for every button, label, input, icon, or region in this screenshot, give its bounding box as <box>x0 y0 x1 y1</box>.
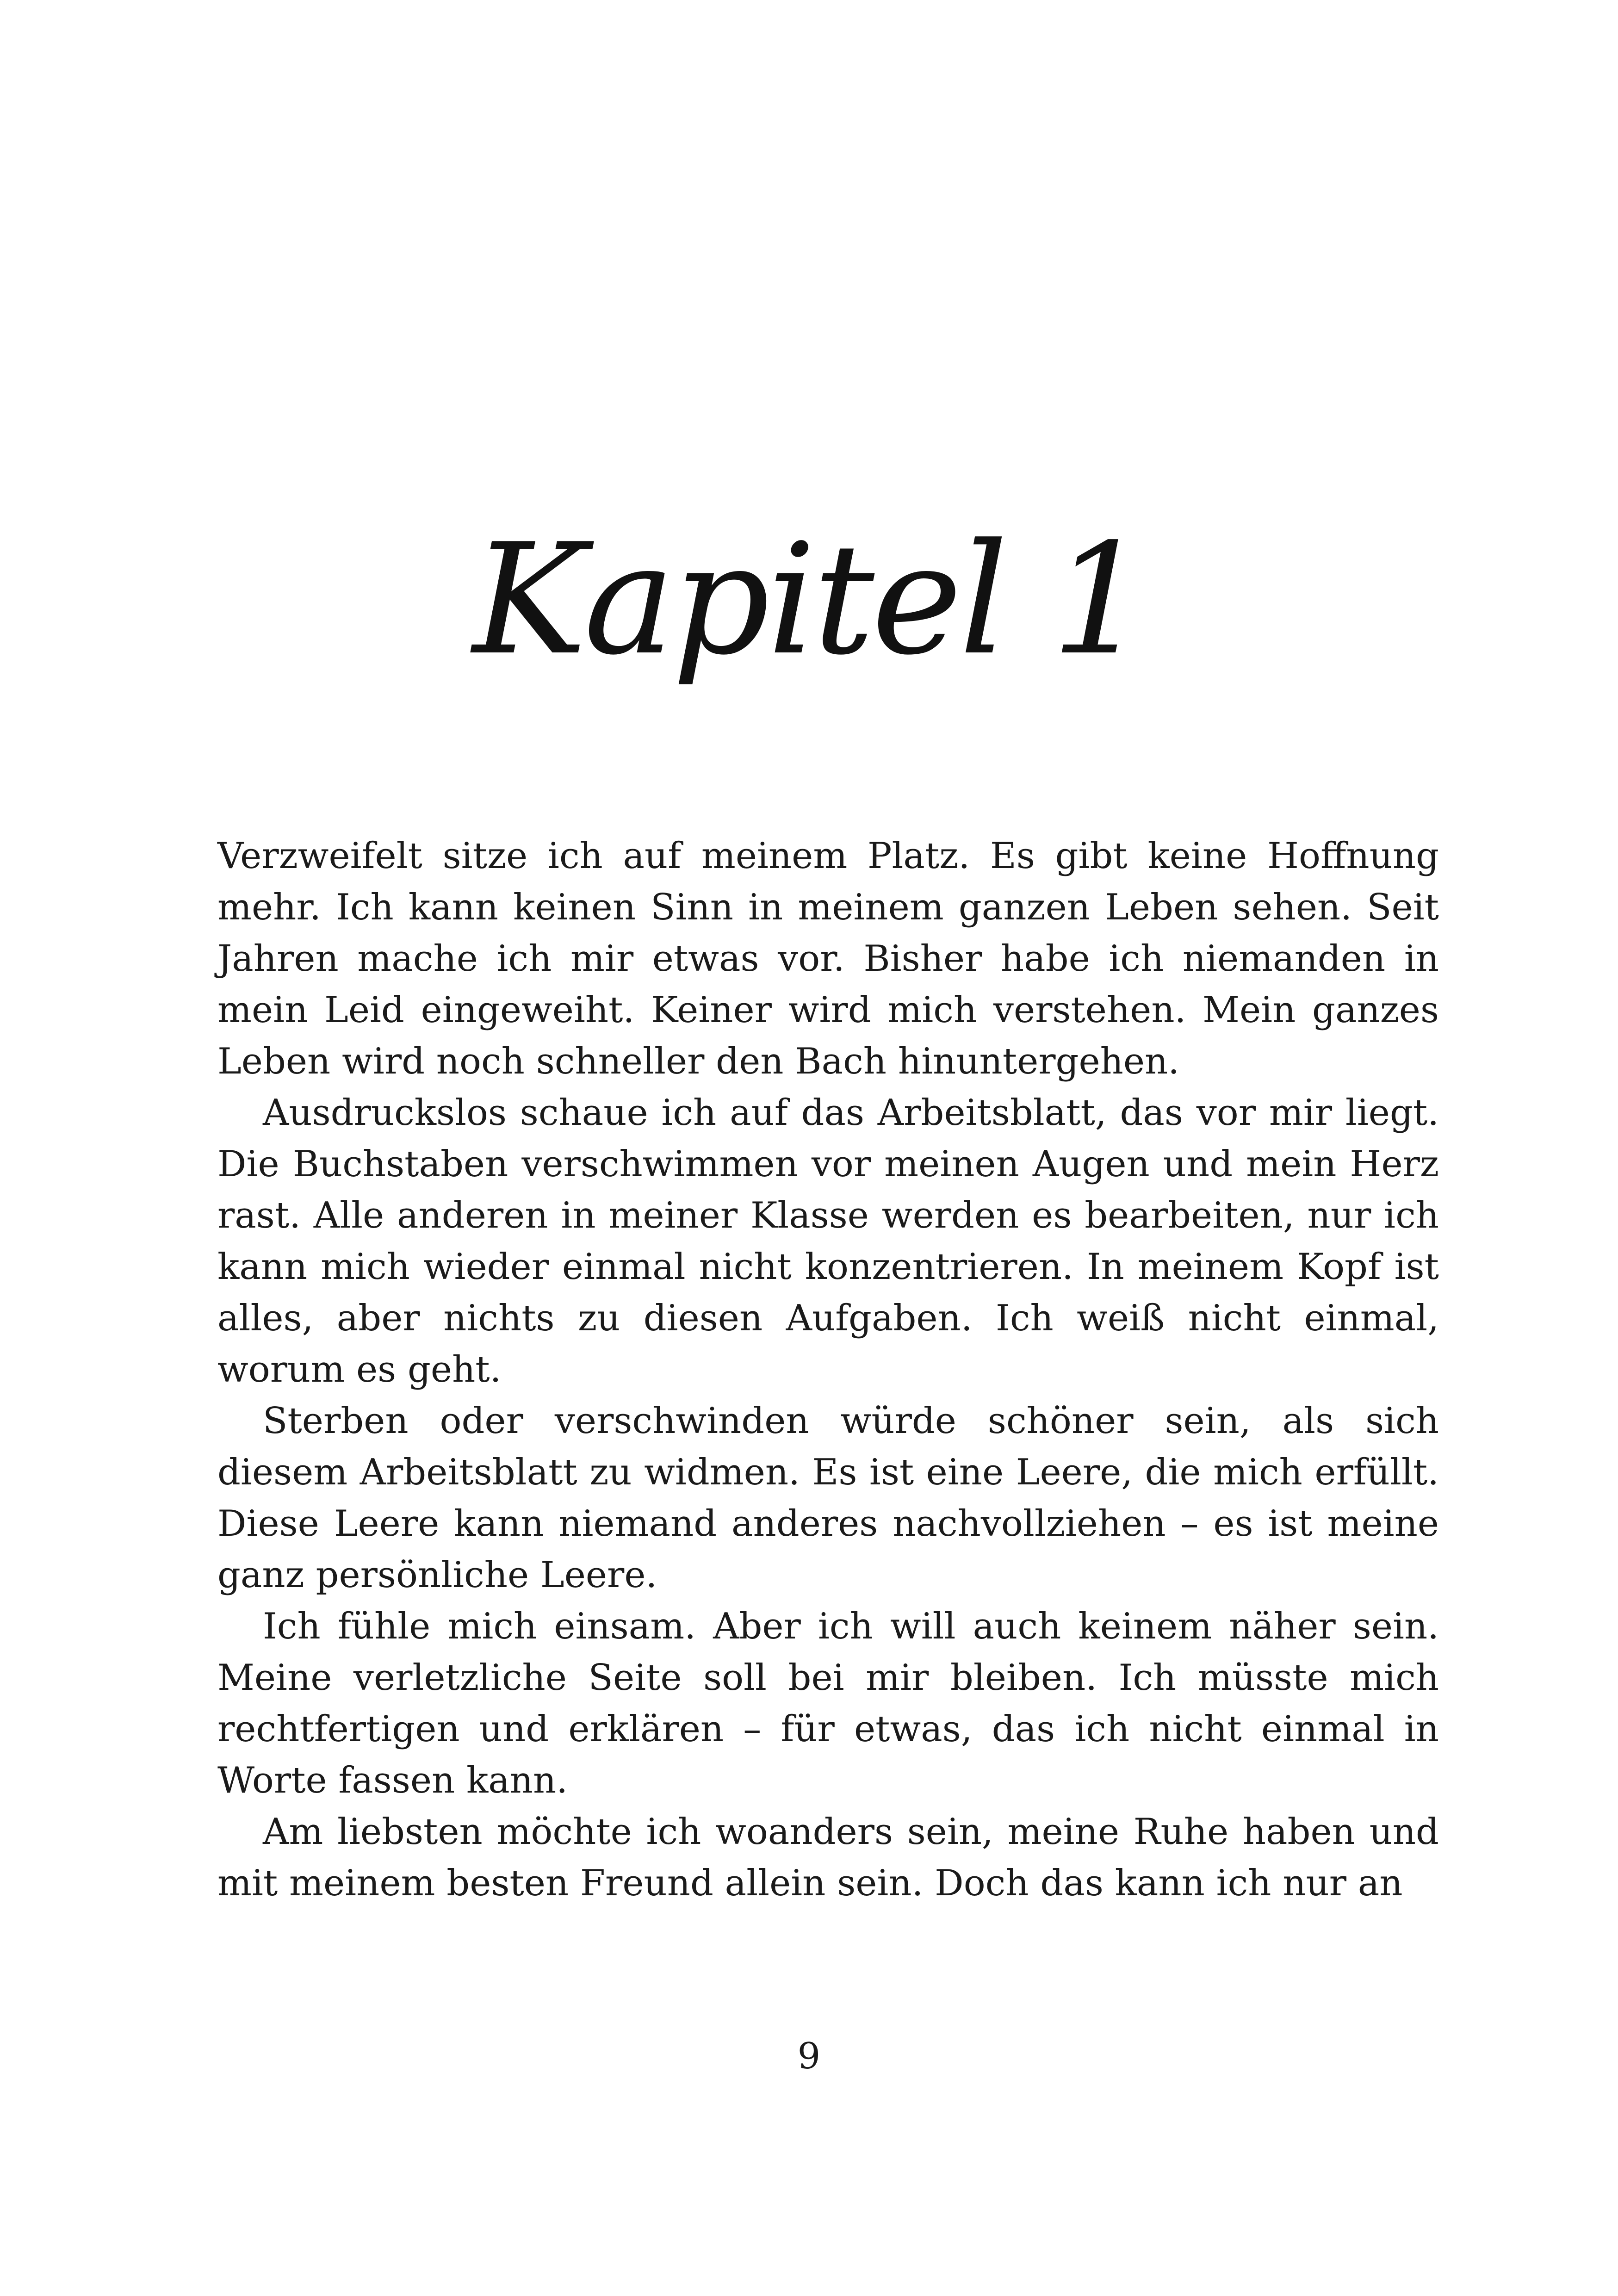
paragraph-3: Sterben oder verschwinden würde schöner sein, als sich diesem Arbeitsblatt zu widmen. Es ist eine Leere, die mich erfüllt. Diese Leere kann niemand anderes nachvollziehen – es ist meine ganz persönliche Leere. <box>217 1400 1439 1596</box>
page-number: 9 <box>797 2035 821 2077</box>
paragraph-1: Verzweifelt sitze ich auf meinem Platz. Es gibt keine Hoffnung mehr. Ich kann keinen Sinn in meinem ganzen Leben sehen. Seit Jahren mache ich mir etwas vor. Bisher habe ich niemanden in mein Leid eingeweiht. Keiner wird mich verstehen. Mein ganzes Leben wird noch schneller den Bach hinuntergehen. <box>217 835 1439 1082</box>
paragraph-2: Ausdruckslos schaue ich auf das Arbeitsblatt, das vor mir liegt. Die Buchstaben verschwimmen vor meinen Augen und mein Herz rast. Alle anderen in meiner Klasse werden es bearbeiten, nur ich kann mich wieder einmal nicht konzentrieren. In meinem Kopf ist alles, aber nichts zu diesen Aufgaben. Ich weiß nicht einmal, worum es geht. <box>217 1092 1439 1390</box>
chapter-body <box>217 831 1439 1909</box>
paragraph-5: Am liebsten möchte ich woanders sein, meine Ruhe haben und mit meinem besten Freund allein sein. Doch das kann ich nur an <box>217 1811 1439 1904</box>
chapter-title: Kapitel 1 <box>472 511 1146 689</box>
paragraph-4: Ich fühle mich einsam. Aber ich will auch keinem näher sein. Meine verletzliche Seite soll bei mir bleiben. Ich müsste mich rechtfertigen und erklären – für etwas, das ich nicht einmal in Worte fassen kann. <box>217 1606 1439 1801</box>
